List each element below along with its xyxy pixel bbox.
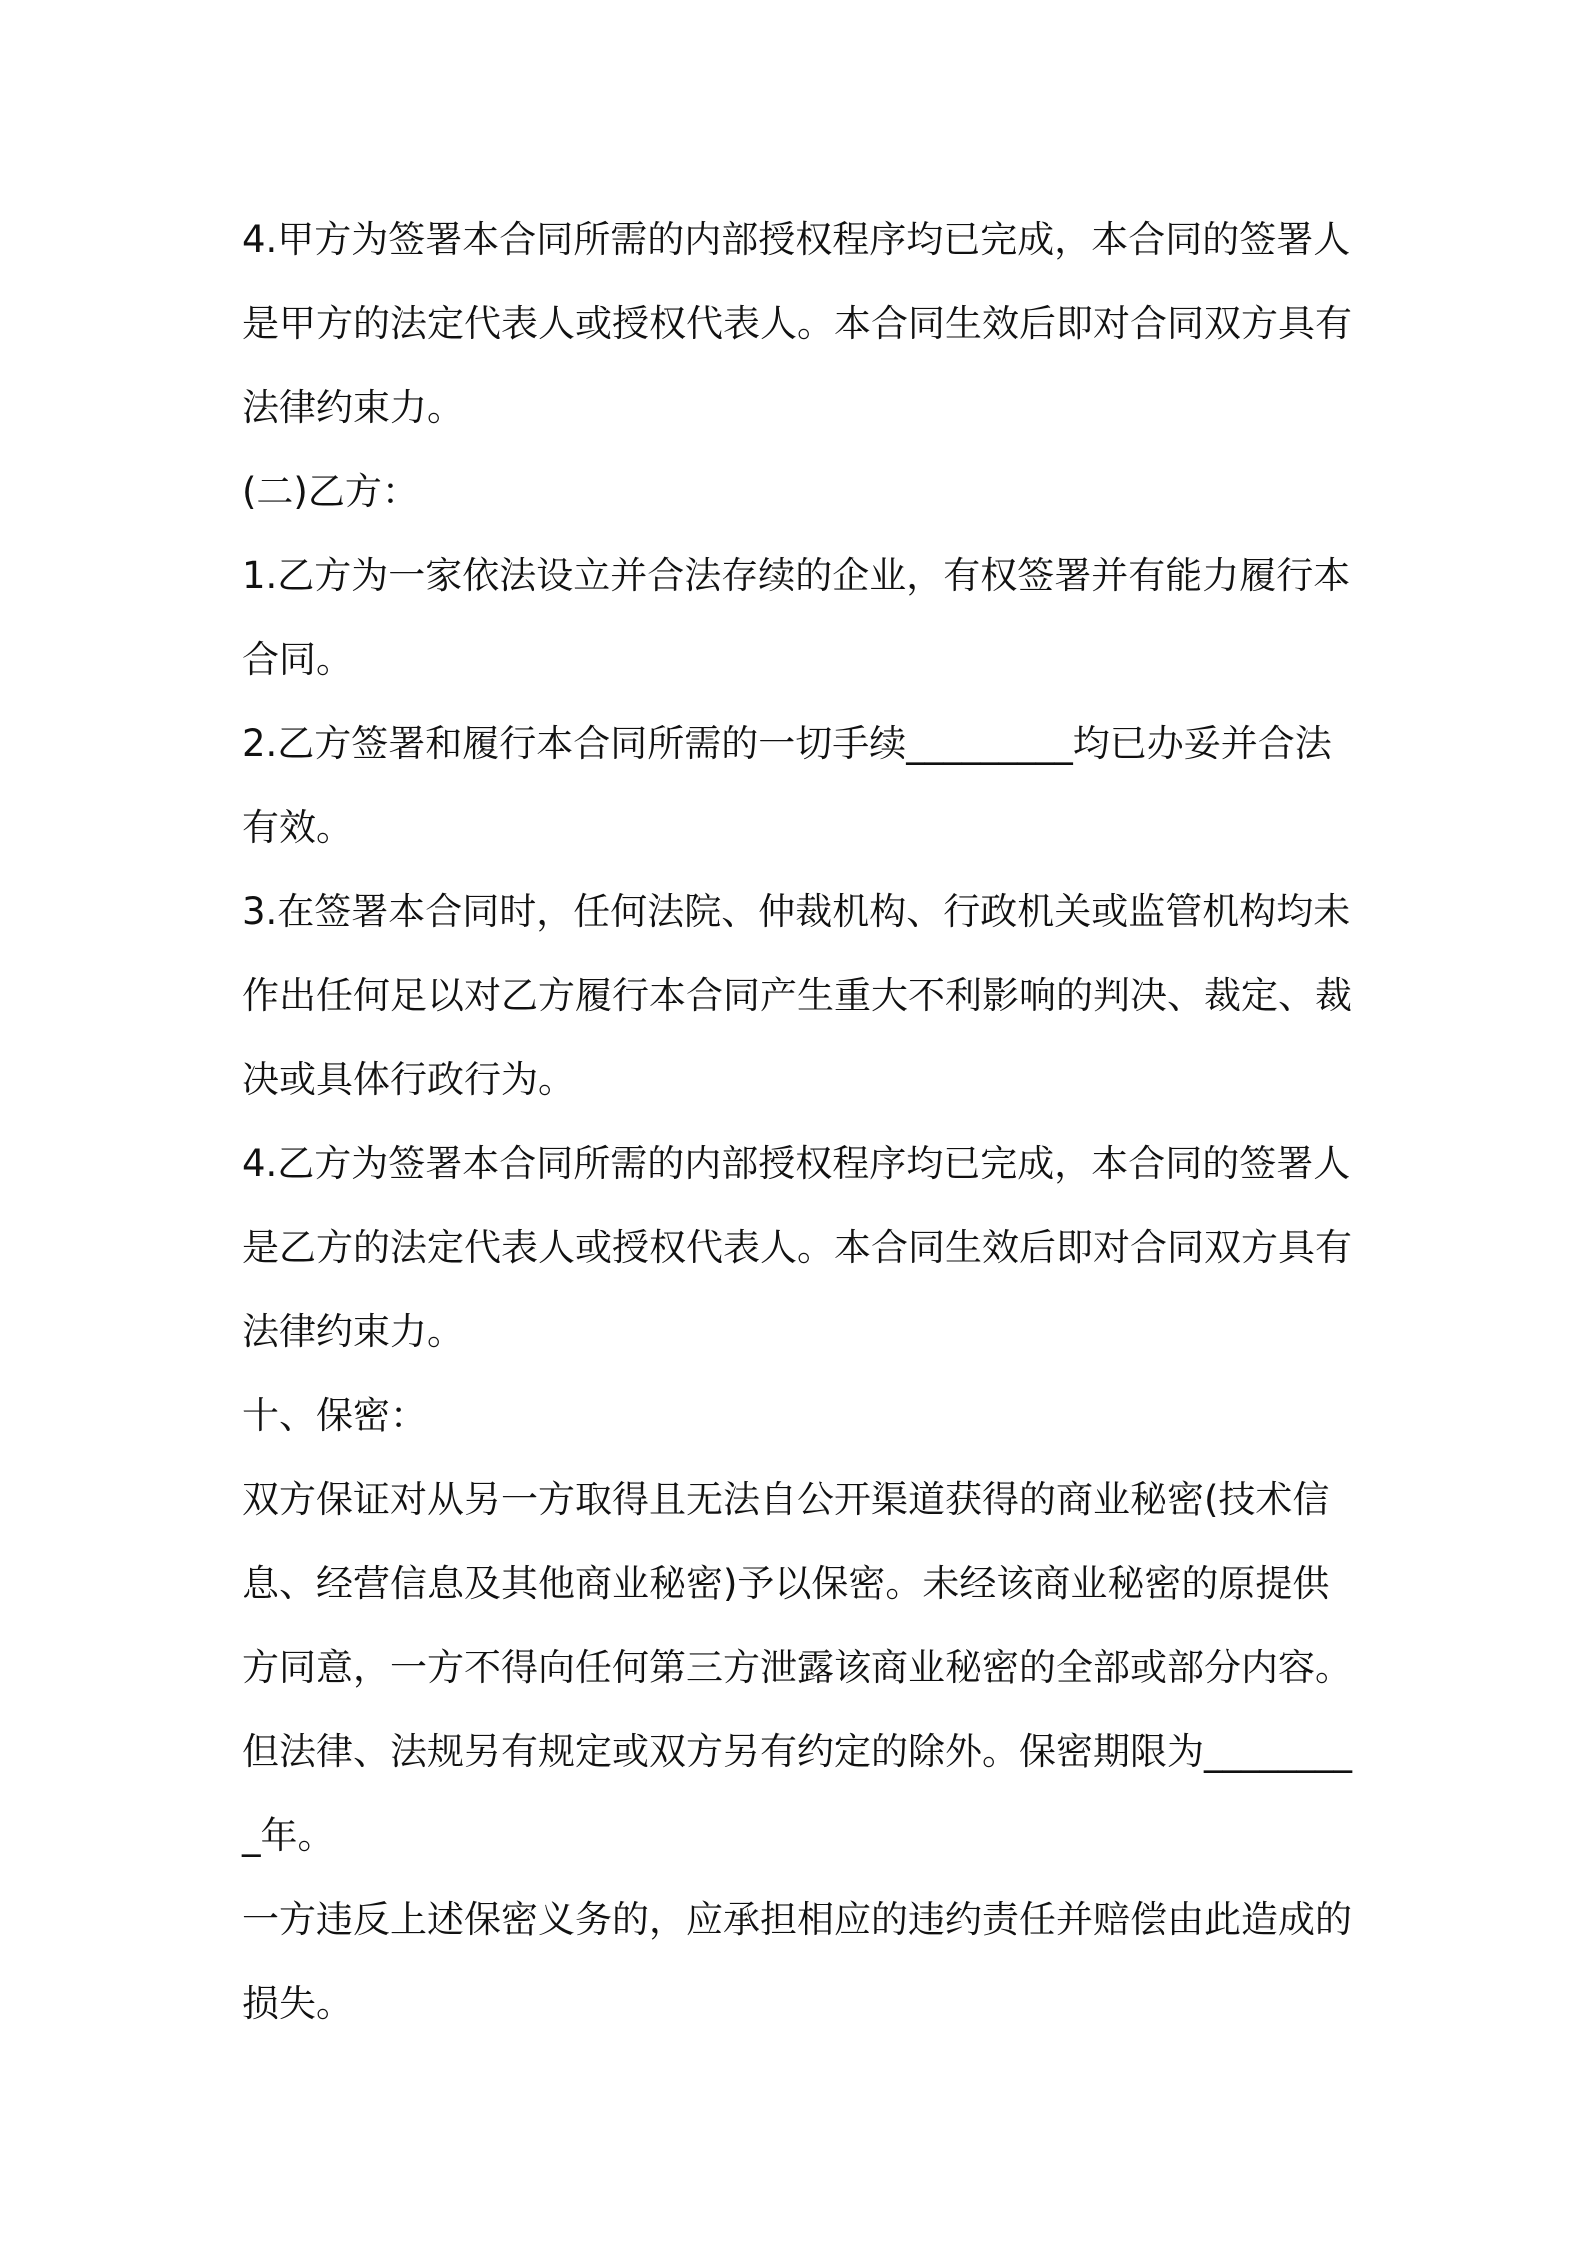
paragraph-party-b-legal-entity: 1.乙方为一家依法设立并合法存续的企业，有权签署并有能力履行本合同。	[242, 554, 1351, 681]
heading-confidentiality: 十、保密：	[242, 1394, 427, 1437]
document-page	[242, 198, 1362, 2046]
paragraph-confidentiality-obligation: 双方保证对从另一方取得且无法自公开渠道获得的商业秘密(技术信息、经营信息及其他商业秘密)予以保密。未经该商业秘密的原提供方同意，一方不得向任何第三方泄露该商业秘密的全部或部分内容。但法律、法规另有规定或双方另有约定的除外。保密期限为_________年。	[242, 1478, 1352, 1857]
heading-party-b: (二)乙方：	[242, 470, 419, 513]
paragraph-party-a-authorization: 4.甲方为签署本合同所需的内部授权程序均已完成，本合同的签署人是甲方的法定代表人或授权代表人。本合同生效后即对合同双方具有法律约束力。	[242, 218, 1352, 429]
paragraph-party-b-no-adverse-rulings: 3.在签署本合同时，任何法院、仲裁机构、行政机关或监管机构均未作出任何足以对乙方履行本合同产生重大不利影响的判决、裁定、裁决或具体行政行为。	[242, 890, 1352, 1101]
paragraph-party-b-authorization: 4.乙方为签署本合同所需的内部授权程序均已完成，本合同的签署人是乙方的法定代表人或授权代表人。本合同生效后即对合同双方具有法律约束力。	[242, 1142, 1352, 1353]
paragraph-confidentiality-breach: 一方违反上述保密义务的，应承担相应的违约责任并赔偿由此造成的损失。	[242, 1898, 1352, 2025]
paragraph-party-b-procedures: 2.乙方签署和履行本合同所需的一切手续_________均已办妥并合法有效。	[242, 722, 1332, 849]
